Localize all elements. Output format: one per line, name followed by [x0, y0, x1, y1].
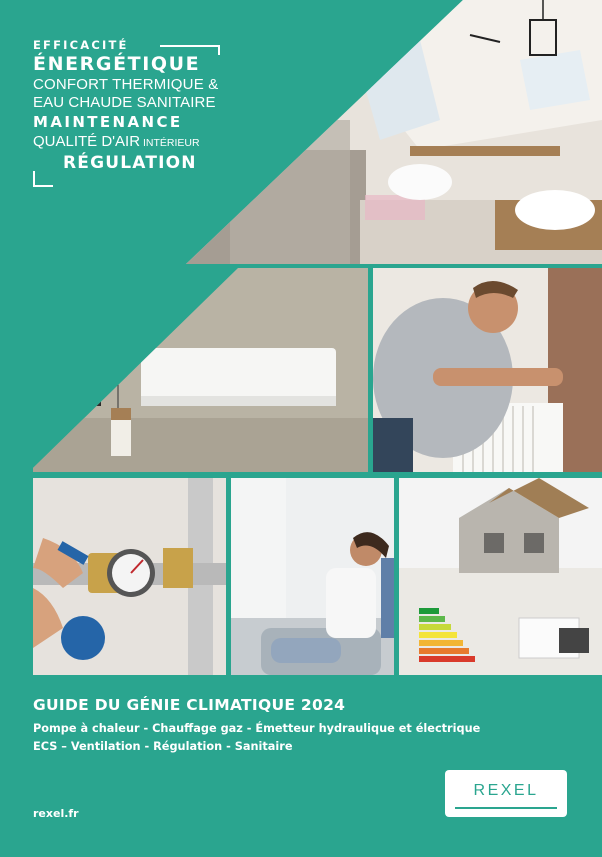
headline-qualite-main: QUALITÉ D'AIR	[33, 132, 141, 150]
rexel-logo	[445, 770, 567, 817]
radiator-photo	[373, 268, 602, 472]
guide-subtitle-line2: ECS – Ventilation - Régulation - Sanitaire	[33, 740, 293, 753]
guide-title: GUIDE DU GÉNIE CLIMATIQUE 2024	[33, 696, 346, 714]
headline-line-qualite-air	[33, 134, 233, 149]
air-conditioner-photo	[33, 268, 368, 472]
rexel-logo-text: REXEL	[473, 782, 539, 799]
headline-line-energetique: ÉNERGÉTIQUE	[33, 52, 201, 75]
headline-qualite-small: INTÉRIEUR	[140, 136, 200, 149]
headline-line-confort: CONFORT THERMIQUE &	[33, 75, 219, 93]
house-model-photo	[399, 478, 602, 675]
headline-line-eau-chaude: EAU CHAUDE SANITAIRE	[33, 93, 216, 111]
relaxing-woman-photo	[231, 478, 394, 675]
headline-line-maintenance: MAINTENANCE	[33, 112, 183, 131]
headline-frame-bottom	[33, 171, 53, 187]
pressure-gauge-photo	[33, 478, 226, 675]
guide-subtitle-line1: Pompe à chaleur - Chauffage gaz - Émetteur hydraulique et électrique	[33, 722, 481, 735]
rexel-logo-bar	[455, 807, 557, 809]
headline-line-regulation: RÉGULATION	[63, 152, 197, 173]
headline-block	[33, 40, 233, 172]
headline-frame-top	[160, 45, 220, 55]
headline-line-efficacite: EFFICACITÉ	[33, 38, 129, 52]
website-link[interactable]: rexel.fr	[33, 807, 79, 820]
